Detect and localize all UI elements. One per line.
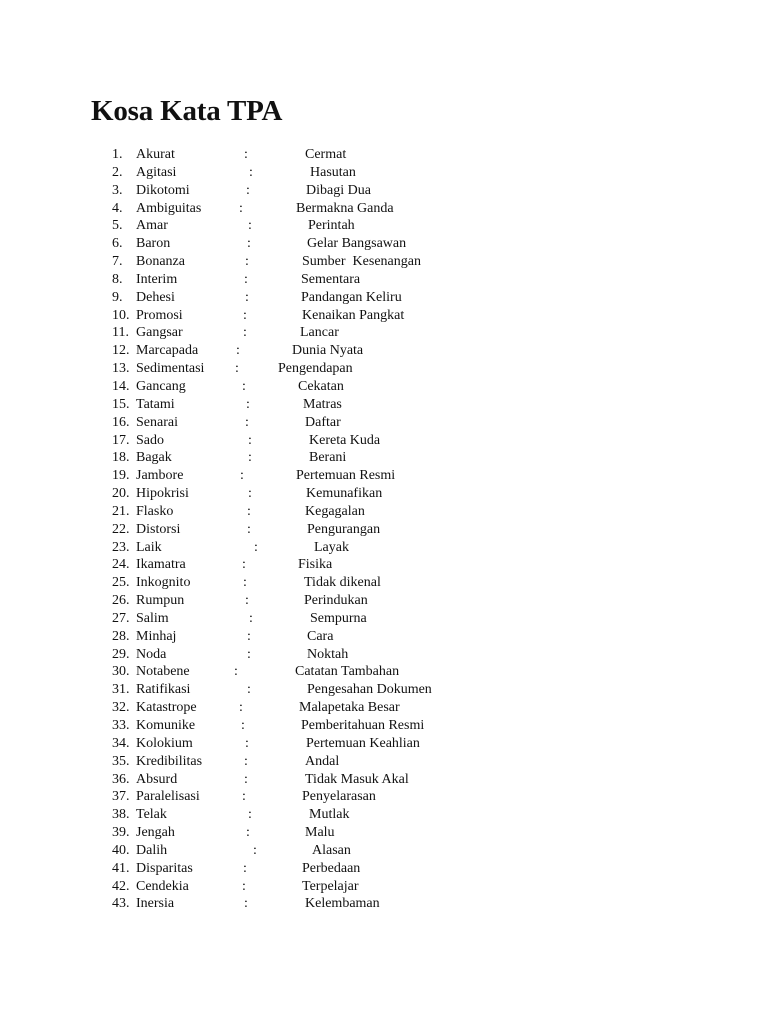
separator-colon: : <box>244 271 248 287</box>
item-number: 5. <box>112 218 123 234</box>
list-item <box>0 235 768 253</box>
separator-colon: : <box>248 432 252 448</box>
item-number: 7. <box>112 254 123 270</box>
vocab-word: Kredibilitas <box>136 753 203 769</box>
vocab-word: Senarai <box>136 414 178 430</box>
vocab-meaning: Matras <box>303 396 342 412</box>
item-number: 34. <box>112 735 130 751</box>
item-number: 32. <box>112 700 130 716</box>
vocab-word: Ikamatra <box>136 557 186 573</box>
vocab-meaning: Kelembaman <box>305 896 380 912</box>
list-item <box>0 735 768 753</box>
item-number: 11. <box>112 325 129 341</box>
separator-colon: : <box>248 218 252 234</box>
item-number: 41. <box>112 860 130 876</box>
list-item <box>0 592 768 610</box>
list-item <box>0 485 768 503</box>
separator-colon: : <box>239 200 243 216</box>
vocab-word: Bonanza <box>136 254 185 270</box>
item-number: 13. <box>112 361 130 377</box>
item-number: 17. <box>112 432 130 448</box>
vocab-word: Jengah <box>136 825 175 841</box>
item-number: 22. <box>112 521 130 537</box>
separator-colon: : <box>248 807 252 823</box>
separator-colon: : <box>236 343 240 359</box>
vocab-word: Jambore <box>136 468 184 484</box>
item-number: 8. <box>112 271 123 287</box>
vocab-word: Komunike <box>136 718 196 733</box>
item-number: 10. <box>112 307 130 323</box>
vocab-word: Ambiguitas <box>136 200 202 216</box>
separator-colon: : <box>234 664 238 680</box>
list-item <box>0 610 768 628</box>
vocab-word: Minhaj <box>136 628 177 644</box>
vocab-word: Interim <box>136 271 178 287</box>
separator-colon: : <box>242 878 246 894</box>
separator-colon: : <box>244 896 248 912</box>
separator-colon: : <box>239 700 243 716</box>
separator-colon: : <box>244 147 248 162</box>
vocab-word: Cendekia <box>136 878 189 894</box>
vocab-word: Inkognito <box>136 575 191 591</box>
item-number: 3. <box>112 182 123 198</box>
item-number: 23. <box>112 539 130 555</box>
separator-colon: : <box>243 325 247 341</box>
separator-colon: : <box>242 378 246 394</box>
list-item <box>0 681 768 699</box>
vocab-meaning: Andal <box>305 753 340 769</box>
list-item <box>0 824 768 842</box>
item-number: 9. <box>112 289 123 305</box>
list-item <box>0 414 768 432</box>
vocab-word: Dikotomi <box>136 182 190 198</box>
item-number: 30. <box>112 664 130 680</box>
item-number: 40. <box>112 842 130 858</box>
vocab-meaning: Tidak dikenal <box>304 575 381 591</box>
vocab-word: Bagak <box>136 450 172 466</box>
list-item <box>0 271 768 289</box>
vocab-meaning: Perintah <box>308 218 355 234</box>
vocab-meaning: Sempurna <box>310 610 367 626</box>
list-item <box>0 771 768 789</box>
item-number: 42. <box>112 878 130 894</box>
vocab-meaning: Noktah <box>307 646 349 662</box>
vocab-word: Hipokrisi <box>136 486 189 502</box>
separator-colon: : <box>247 236 251 252</box>
vocab-word: Marcapada <box>136 343 199 359</box>
vocab-meaning: Layak <box>314 539 349 555</box>
vocab-meaning: Perbedaan <box>302 860 361 876</box>
item-number: 37. <box>112 789 130 805</box>
item-number: 27. <box>112 610 130 626</box>
vocab-meaning: Pemberitahuan Resmi <box>301 718 425 733</box>
separator-colon: : <box>242 557 246 573</box>
separator-colon: : <box>243 575 247 591</box>
vocab-meaning: Kemunafikan <box>306 486 383 502</box>
list-item <box>0 289 768 307</box>
vocab-word: Notabene <box>136 664 190 680</box>
vocab-word: Tatami <box>136 396 175 412</box>
list-item <box>0 378 768 396</box>
separator-colon: : <box>245 254 249 270</box>
vocab-meaning: Pertemuan Resmi <box>296 468 396 484</box>
vocab-meaning: Pengesahan Dokumen <box>307 682 432 698</box>
item-number: 15. <box>112 396 130 412</box>
vocab-meaning: Malapetaka Besar <box>299 700 400 716</box>
separator-colon: : <box>243 307 247 323</box>
list-item <box>0 396 768 414</box>
vocab-meaning: Hasutan <box>310 164 356 180</box>
vocab-meaning: Pertemuan Keahlian <box>306 735 420 751</box>
separator-colon: : <box>246 396 250 412</box>
list-item <box>0 164 768 182</box>
separator-colon: : <box>247 521 251 537</box>
list-item <box>0 200 768 218</box>
list-item <box>0 182 768 200</box>
item-number: 26. <box>112 593 130 609</box>
list-item <box>0 449 768 467</box>
list-item <box>0 146 768 164</box>
vocab-meaning: Tidak Masuk Akal <box>305 771 409 787</box>
item-number: 28. <box>112 628 130 644</box>
vocab-meaning: Perindukan <box>304 593 368 609</box>
vocab-meaning: Kereta Kuda <box>309 432 381 448</box>
separator-colon: : <box>242 789 246 805</box>
list-item <box>0 663 768 681</box>
vocab-meaning: Pengurangan <box>307 521 381 537</box>
vocab-word: Laik <box>136 539 162 555</box>
vocab-word: Baron <box>136 236 171 252</box>
separator-colon: : <box>241 718 245 733</box>
separator-colon: : <box>247 682 251 698</box>
vocab-word: Noda <box>136 646 167 662</box>
separator-colon: : <box>247 628 251 644</box>
vocab-word: Salim <box>136 610 169 626</box>
vocab-meaning: Sumber Kesenangan <box>302 254 421 270</box>
vocab-meaning: Catatan Tambahan <box>295 664 400 680</box>
separator-colon: : <box>245 289 249 305</box>
list-item <box>0 860 768 878</box>
item-number: 33. <box>112 718 130 733</box>
vocab-word: Sado <box>136 432 164 448</box>
vocab-word: Amar <box>136 218 168 234</box>
vocab-word: Akurat <box>136 147 175 162</box>
separator-colon: : <box>244 753 248 769</box>
separator-colon: : <box>253 842 257 858</box>
vocab-word: Paralelisasi <box>136 789 200 805</box>
item-number: 29. <box>112 646 130 662</box>
separator-colon: : <box>247 646 251 662</box>
list-item <box>0 324 768 342</box>
separator-colon: : <box>246 182 250 198</box>
vocab-word: Ratifikasi <box>136 682 191 698</box>
vocab-meaning: Alasan <box>312 842 351 858</box>
vocab-word: Katastrope <box>136 700 197 716</box>
vocab-meaning: Berani <box>309 450 347 466</box>
vocab-word: Promosi <box>136 307 183 323</box>
list-item <box>0 432 768 450</box>
list-item <box>0 699 768 717</box>
separator-colon: : <box>245 593 249 609</box>
vocab-meaning: Terpelajar <box>302 878 359 894</box>
item-number: 31. <box>112 682 130 698</box>
item-number: 20. <box>112 486 130 502</box>
item-number: 12. <box>112 343 130 359</box>
item-number: 19. <box>112 468 130 484</box>
list-item <box>0 895 768 913</box>
item-number: 38. <box>112 807 130 823</box>
list-item <box>0 717 768 735</box>
vocab-word: Distorsi <box>136 521 181 537</box>
vocab-word: Absurd <box>136 771 178 787</box>
separator-colon: : <box>249 610 253 626</box>
vocab-word: Agitasi <box>136 164 177 180</box>
separator-colon: : <box>247 503 251 519</box>
vocab-meaning: Kegagalan <box>305 503 365 519</box>
vocab-word: Rumpun <box>136 593 185 609</box>
list-item <box>0 307 768 325</box>
separator-colon: : <box>248 450 252 466</box>
vocab-word: Telak <box>136 807 167 823</box>
item-number: 16. <box>112 414 130 430</box>
list-item <box>0 521 768 539</box>
list-item <box>0 753 768 771</box>
vocab-word: Inersia <box>136 896 175 912</box>
separator-colon: : <box>244 771 248 787</box>
separator-colon: : <box>254 539 258 555</box>
list-item <box>0 646 768 664</box>
item-number: 4. <box>112 200 123 216</box>
separator-colon: : <box>248 486 252 502</box>
vocab-meaning: Penyelarasan <box>302 789 376 805</box>
item-number: 25. <box>112 575 130 591</box>
vocab-word: Sedimentasi <box>136 361 205 377</box>
vocab-meaning: Cermat <box>305 147 347 162</box>
vocab-meaning: Malu <box>305 825 335 841</box>
vocab-meaning: Fisika <box>298 557 333 573</box>
list-item <box>0 217 768 235</box>
item-number: 24. <box>112 557 130 573</box>
item-number: 21. <box>112 503 130 519</box>
list-item <box>0 360 768 378</box>
list-item <box>0 842 768 860</box>
vocab-meaning: Kenaikan Pangkat <box>302 307 405 323</box>
vocab-word: Flasko <box>136 503 174 519</box>
list-item <box>0 253 768 271</box>
vocab-meaning: Dibagi Dua <box>306 182 371 198</box>
list-item <box>0 574 768 592</box>
vocab-meaning: Daftar <box>305 414 341 430</box>
item-number: 43. <box>112 896 130 912</box>
vocab-meaning: Pandangan Keliru <box>301 289 402 305</box>
item-number: 18. <box>112 450 130 466</box>
vocab-word: Dalih <box>136 842 168 858</box>
vocab-meaning: Lancar <box>300 325 339 341</box>
list-item <box>0 628 768 646</box>
vocab-meaning: Gelar Bangsawan <box>307 236 407 252</box>
list-item <box>0 806 768 824</box>
separator-colon: : <box>243 860 247 876</box>
list-item <box>0 342 768 360</box>
vocab-meaning: Cara <box>307 628 334 644</box>
vocab-meaning: Mutlak <box>309 807 350 823</box>
separator-colon: : <box>245 414 249 430</box>
item-number: 36. <box>112 771 130 787</box>
vocab-meaning: Sementara <box>301 271 361 287</box>
vocabulary-list <box>0 146 768 913</box>
vocab-word: Gancang <box>136 378 186 394</box>
list-item <box>0 788 768 806</box>
list-item <box>0 503 768 521</box>
item-number: 39. <box>112 825 130 841</box>
vocab-word: Kolokium <box>136 735 193 751</box>
separator-colon: : <box>235 361 239 377</box>
vocab-word: Disparitas <box>136 860 193 876</box>
list-item <box>0 878 768 896</box>
item-number: 6. <box>112 236 123 252</box>
separator-colon: : <box>240 468 244 484</box>
item-number: 35. <box>112 753 130 769</box>
list-item <box>0 556 768 574</box>
separator-colon: : <box>246 825 250 841</box>
separator-colon: : <box>245 735 249 751</box>
page-title: Kosa Kata TPA <box>91 95 283 127</box>
vocab-meaning: Dunia Nyata <box>292 343 364 359</box>
vocab-meaning: Bermakna Ganda <box>296 200 394 216</box>
vocab-meaning: Cekatan <box>298 378 344 394</box>
vocab-word: Dehesi <box>136 289 175 305</box>
item-number: 2. <box>112 164 123 180</box>
list-item <box>0 467 768 485</box>
item-number: 1. <box>112 147 123 162</box>
vocab-meaning: Pengendapan <box>278 361 353 377</box>
list-item <box>0 539 768 557</box>
vocab-word: Gangsar <box>136 325 183 341</box>
separator-colon: : <box>249 164 253 180</box>
item-number: 14. <box>112 378 130 394</box>
